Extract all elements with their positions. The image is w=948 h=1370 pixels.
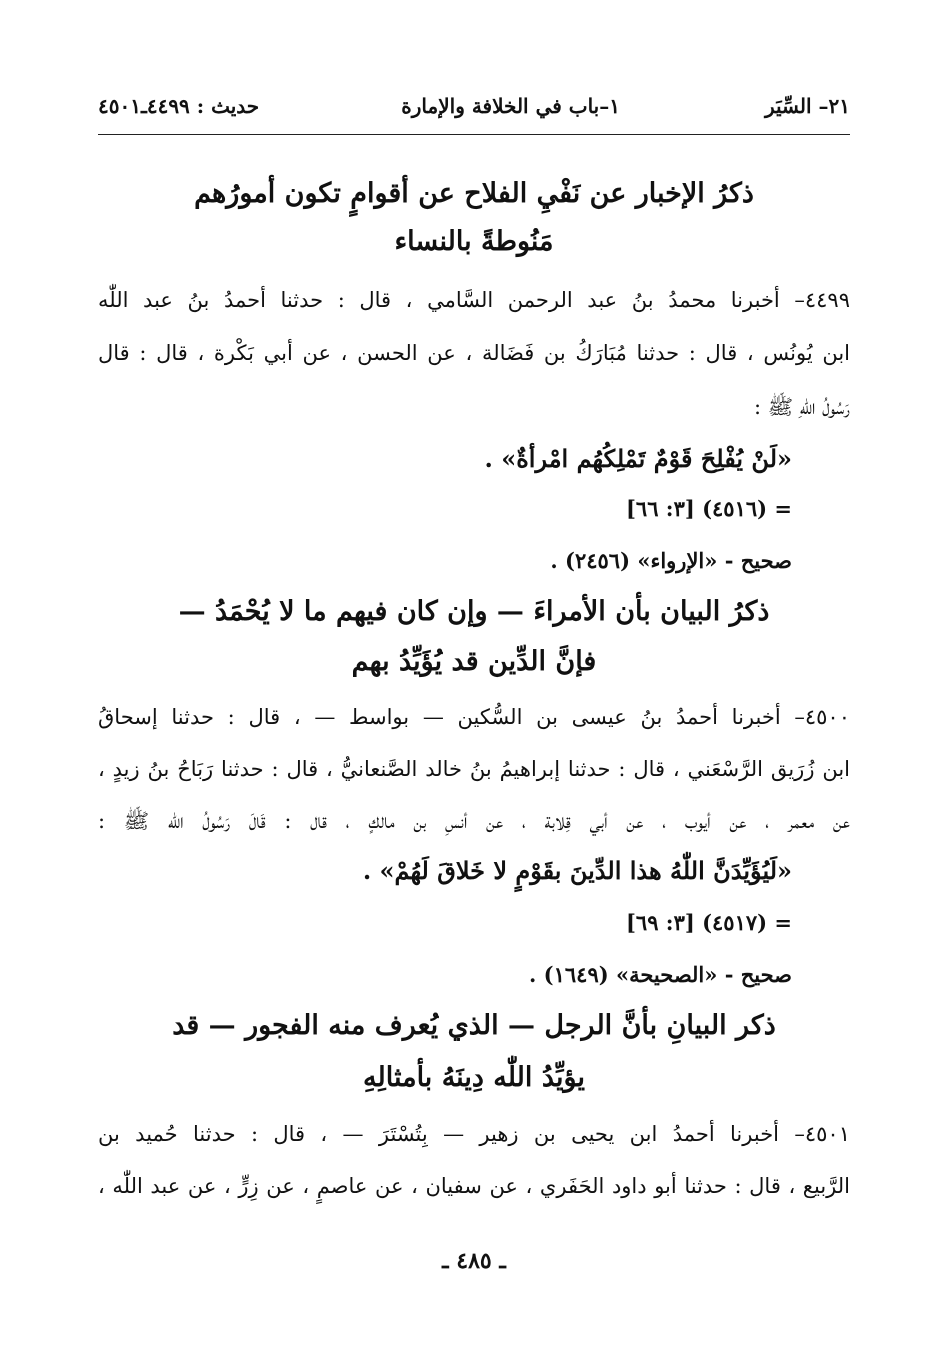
hadith-grade: صحيح - «الإرواء» (٢٤٥٦) . <box>550 548 792 573</box>
text-line: ٤٤٩٩– أخبرنا محمدُ بنُ عبد الرحمن السَّامي ، قال : حدثنا أحمدُ بنُ عبد اللّٰه <box>98 288 850 312</box>
text-line: رَسُولُ اللّٰهِ ﷺ : <box>753 395 850 419</box>
chapter-heading-line: فإنَّ الدِّين قد يُؤَيِّدُ بهم <box>351 646 597 677</box>
text-line: ابن زُرَيق الرَّسْعَني ، قال : حدثنا إبراهيمُ بنُ خالد الصَّنعانيُّ ، قال : حدثنا رَبَاحُ بنُ زيدٍ ، <box>98 757 850 781</box>
page-number: ـ ٤٨٥ ـ <box>442 1248 506 1274</box>
hadith-text: «لَنْ يُفْلِحَ قَوْمٌ تَمْلِكُهُم امْرأةٌ» . <box>484 444 792 473</box>
section-title: ١–باب في الخلافة والإمارة <box>401 94 620 118</box>
hadith-text: «لَيُؤَيِّدَنَّ اللّٰهُ هذا الدِّينَ بقَوْمٍ لا خَلاقَ لَهُمْ» . <box>362 856 792 885</box>
chapter-heading-line: ذكر البيانِ بأنَّ الرجل — الذي يُعرف منه الفجور — قد <box>172 1010 776 1041</box>
chapter-heading-line: مَنُوطةً بالنساء <box>394 226 554 257</box>
cross-reference: = (٤٥١٦) [٣: ٦٦] <box>625 496 792 521</box>
text-line: ابن يُونُس ، قال : حدثنا مُبَارَكُ بن فَضَالة ، عن الحسن ، عن أبي بَكْرة ، قال : قال <box>98 341 850 365</box>
chapter-title: ٢١– السِّيَر <box>764 94 850 118</box>
header-rule <box>98 134 850 135</box>
chapter-heading-line: ذكرُ البيان بأن الأمراءَ — وإن كان فيهم ما لا يُحْمَدُ — <box>178 596 770 627</box>
text-line: ٤٥٠١– أخبرنا أحمدُ ابن يحيى بن زهير — بِتُسْتَرَ — ، قال : حدثنا حُميد بن <box>98 1122 850 1146</box>
running-header <box>98 92 850 132</box>
hadith-range: حديث : ٤٤٩٩ـ٤٥٠١ <box>98 94 260 118</box>
text-line: ٤٥٠٠– أخبرنا أحمدُ بنُ عيسى بن السُّكين — بواسط — ، قال : حدثنا إسحاقُ <box>98 705 850 729</box>
text-line: عن معمر ، عن أيوب ، عن أبي قِلابة ، عن أنسِ بن مالكٍ ، قال : قَالَ رَسُولُ اللّٰه ﷺ : <box>98 809 850 833</box>
cross-reference: = (٤٥١٧) [٣: ٦٩] <box>625 910 792 935</box>
hadith-grade: صحيح - «الصحيحة» (١٦٤٩) . <box>529 962 792 987</box>
text-line: الرَّبيع ، قال : حدثنا أبو داود الحَفَري ، عن سفيان ، عن عاصمٍ ، عن زِرٍّ ، عن عبد اللّٰه ، <box>98 1174 850 1198</box>
chapter-heading-line: ذكرُ الإخبار عن نَفْيِ الفلاح عن أقوامٍ تكون أمورُهم <box>194 178 754 209</box>
chapter-heading-line: يؤيِّدُ اللّٰه دِينَهُ بأمثالِهِ <box>363 1062 585 1093</box>
